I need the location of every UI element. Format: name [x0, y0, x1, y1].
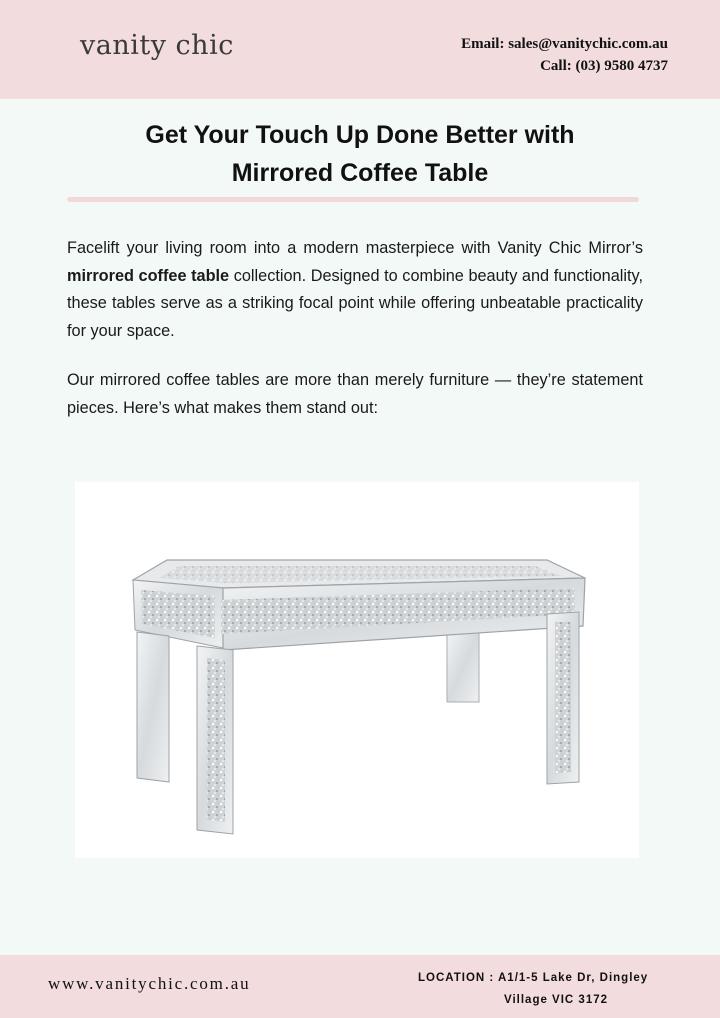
location-address	[418, 967, 678, 1011]
intro-paragraph	[67, 235, 643, 345]
contact-info	[461, 33, 668, 77]
title-divider	[67, 197, 639, 202]
intro-text-end: collection. Designed to combine beauty and functionality, these tables serve as a striking focal point while offering unbeatable practicality for your space.	[67, 266, 643, 340]
contact-phone[interactable]: Call: (03) 9580 4737	[540, 58, 668, 74]
intro-text-start: Facelift your living room into a modern masterpiece with Vanity Chic Mirror’s	[67, 239, 643, 257]
mirrored-coffee-table-illustration	[75, 482, 639, 858]
title-line-2: Mirrored Coffee Table	[231, 159, 489, 187]
page-header	[0, 0, 720, 99]
page-title	[60, 116, 660, 192]
product-image	[75, 482, 639, 858]
brand-logo: vanity chic	[80, 30, 234, 61]
website-link[interactable]: www.vanitychic.com.au	[48, 974, 251, 993]
features-paragraph: Our mirrored coffee tables are more than merely furniture — they’re statement pieces. Here’s what makes them stand out:	[67, 371, 643, 417]
location-line-2: Village VIC 3172	[504, 994, 609, 1006]
contact-email[interactable]: Email: sales@vanitychic.com.au	[461, 36, 668, 52]
intro-keyword: mirrored coffee table	[67, 266, 230, 285]
page-footer	[0, 955, 720, 1018]
title-line-1: Get Your Touch Up Done Better with	[145, 121, 575, 149]
location-line-1: LOCATION : A1/1-5 Lake Dr, Dingley	[418, 972, 649, 984]
